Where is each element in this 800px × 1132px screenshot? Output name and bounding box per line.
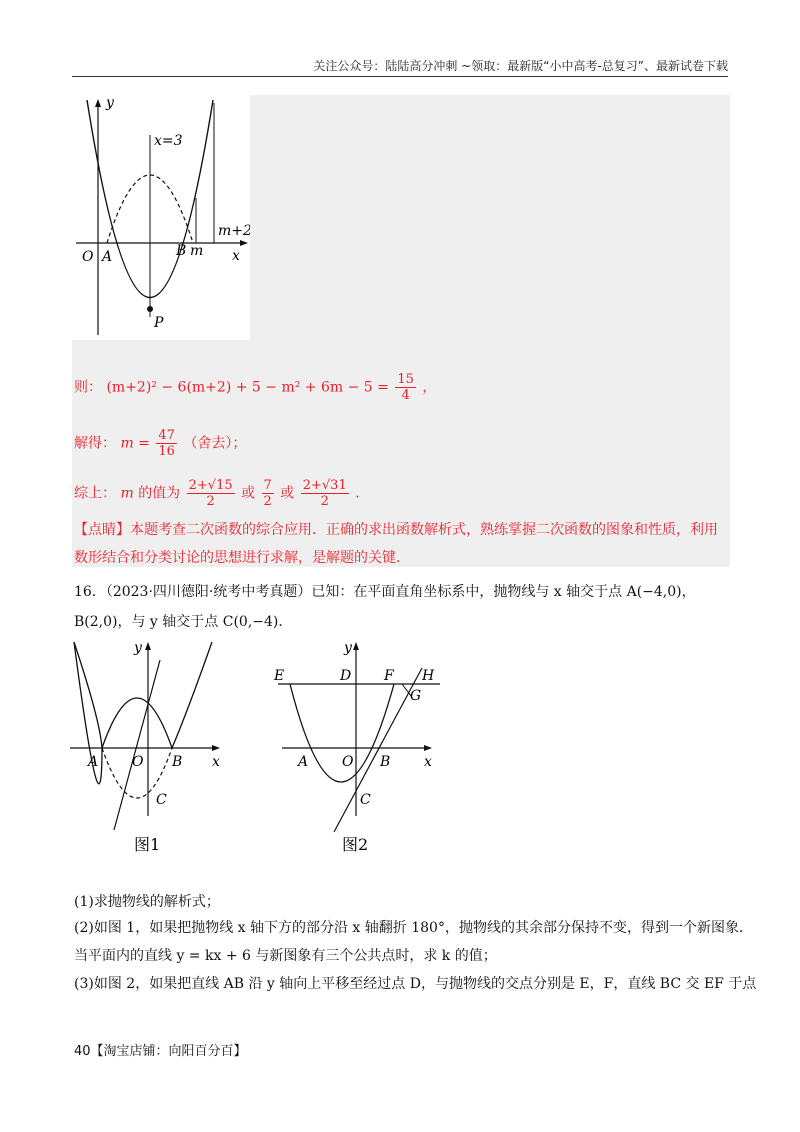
value-3-fraction <box>301 478 349 509</box>
line2-fraction <box>156 428 177 459</box>
fig2-label-C: C <box>360 792 371 808</box>
figure-2 <box>268 640 448 855</box>
value-2-denominator: 2 <box>263 494 272 509</box>
fig2-label-x: x <box>424 754 432 770</box>
line2-denominator: 16 <box>158 444 175 459</box>
fig1-left-branch <box>74 642 102 748</box>
fig1-label-x: x <box>212 754 220 770</box>
key-point-note: 【点睛】本题考查二次函数的综合应用．正确的求出函数解析式，熟练掌握二次函数的图象和性质，利用数形结合和分类讨论的思想进行求解，是解题的关键． <box>74 522 718 566</box>
line2-suffix: （舍去）； <box>183 435 247 452</box>
line2-prefix: 解得： <box>74 435 116 452</box>
line2-numerator: 47 <box>158 428 175 443</box>
fig2-label-O: O <box>342 754 354 770</box>
question-1: (1)求抛物线的解析式； <box>74 894 220 910</box>
page-number: 40 <box>74 1044 91 1059</box>
value-2-fraction <box>262 478 274 509</box>
line1-numerator: 15 <box>397 372 414 387</box>
top-figure-frame <box>72 95 250 340</box>
label-axis-eq: x=3 <box>154 133 183 149</box>
problem-line-2: B(2,0)，与 y 轴交于点 C(0,−4)． <box>74 614 293 630</box>
x-axis-arrow-icon <box>240 240 248 246</box>
solution-line-3 <box>74 478 360 509</box>
fig1-right-branch <box>172 642 212 748</box>
line1-expression: (m+2)² − 6(m+2) + 5 − m² + 6m − 5 = <box>106 379 389 396</box>
fig2-label-D: D <box>340 668 352 684</box>
label-y: y <box>106 95 114 111</box>
line3-end: . <box>355 485 360 502</box>
label-B: B <box>176 243 187 259</box>
label-P: P <box>154 315 164 331</box>
fig2-y-arrow-icon <box>353 642 359 650</box>
fig1-label-A: A <box>88 754 99 770</box>
top-parabola-figure <box>72 95 250 340</box>
fig2-label-E: E <box>274 668 285 684</box>
vertex-point <box>147 306 153 312</box>
line2-expression: m = <box>120 435 150 452</box>
solution-line-1 <box>74 372 436 403</box>
fig1-label-C: C <box>156 792 167 808</box>
fig1-caption: 图1 <box>134 835 161 854</box>
problem-line-1: 16．（2023·四川德阳·统考中考真题）已知：在平面直角坐标系中，抛物线与 x 轴交于点 A(−4,0)， <box>74 584 696 600</box>
fig2-label-y: y <box>344 640 352 656</box>
line3-text: 的值为 <box>138 485 181 502</box>
shop-name: 【淘宝店铺：向阳百分百】 <box>90 1044 247 1059</box>
fig2-label-H: H <box>422 668 435 684</box>
figure-1 <box>68 640 228 855</box>
value-3-numerator: 2+√31 <box>302 478 347 493</box>
label-x: x <box>232 248 240 264</box>
fig1-line <box>114 660 160 830</box>
label-A: A <box>102 249 113 265</box>
fig2-label-A: A <box>298 754 309 770</box>
value-2-numerator: 7 <box>263 478 272 493</box>
page-header: 关注公众号：陆陆高分冲刺 ~领取：最新版“小中高考-总复习”、最新试卷下载 <box>313 59 728 73</box>
line1-suffix: ， <box>422 379 437 396</box>
value-1-fraction <box>187 478 235 509</box>
fig1-y-arrow-icon <box>145 642 151 650</box>
solution-line-2 <box>74 428 246 459</box>
line3-prefix: 综上： <box>74 485 116 502</box>
fig2-label-F: F <box>384 668 394 684</box>
fig1-label-B: B <box>172 754 183 770</box>
value-1-denominator: 2 <box>206 494 215 509</box>
fig2-x-arrow-icon <box>424 745 432 751</box>
fig2-label-B: B <box>380 754 391 770</box>
line1-prefix: 则： <box>74 379 102 396</box>
question-2-part-a: (2)如图 1，如果把抛物线 x 轴下方的部分沿 x 轴翻折 180°，抛物线的其余部分保持不变，得到一个新图象． <box>74 920 753 936</box>
fig2-caption: 图2 <box>342 835 369 854</box>
or-1: 或 <box>241 485 256 502</box>
line1-denominator: 4 <box>401 388 410 403</box>
label-O: O <box>82 249 94 265</box>
line3-variable: m <box>120 485 134 502</box>
fig1-flipped-arc <box>102 698 172 748</box>
value-1-numerator: 2+√15 <box>188 478 233 493</box>
question-2-part-b: 当平面内的直线 y = kx + 6 与新图象有三个公共点时，求 k 的值； <box>74 948 497 964</box>
label-m: m <box>190 243 204 259</box>
page-footer <box>74 1040 247 1059</box>
or-2: 或 <box>280 485 295 502</box>
fig1-label-y: y <box>134 640 142 656</box>
fig1-x-arrow-icon <box>212 745 220 751</box>
label-m-plus-2: m+2 <box>218 223 250 239</box>
value-3-denominator: 2 <box>320 494 329 509</box>
fig1-label-O: O <box>132 754 144 770</box>
header-rule <box>72 76 728 77</box>
y-axis-arrow-icon <box>95 99 101 107</box>
fig2-label-G: G <box>410 688 422 704</box>
question-3: (3)如图 2，如果把直线 AB 沿 y 轴向上平移至经过点 D，与抛物线的交点分别是 E，F，直线 BC 交 EF 于点 <box>74 976 757 992</box>
line1-fraction <box>395 372 416 403</box>
